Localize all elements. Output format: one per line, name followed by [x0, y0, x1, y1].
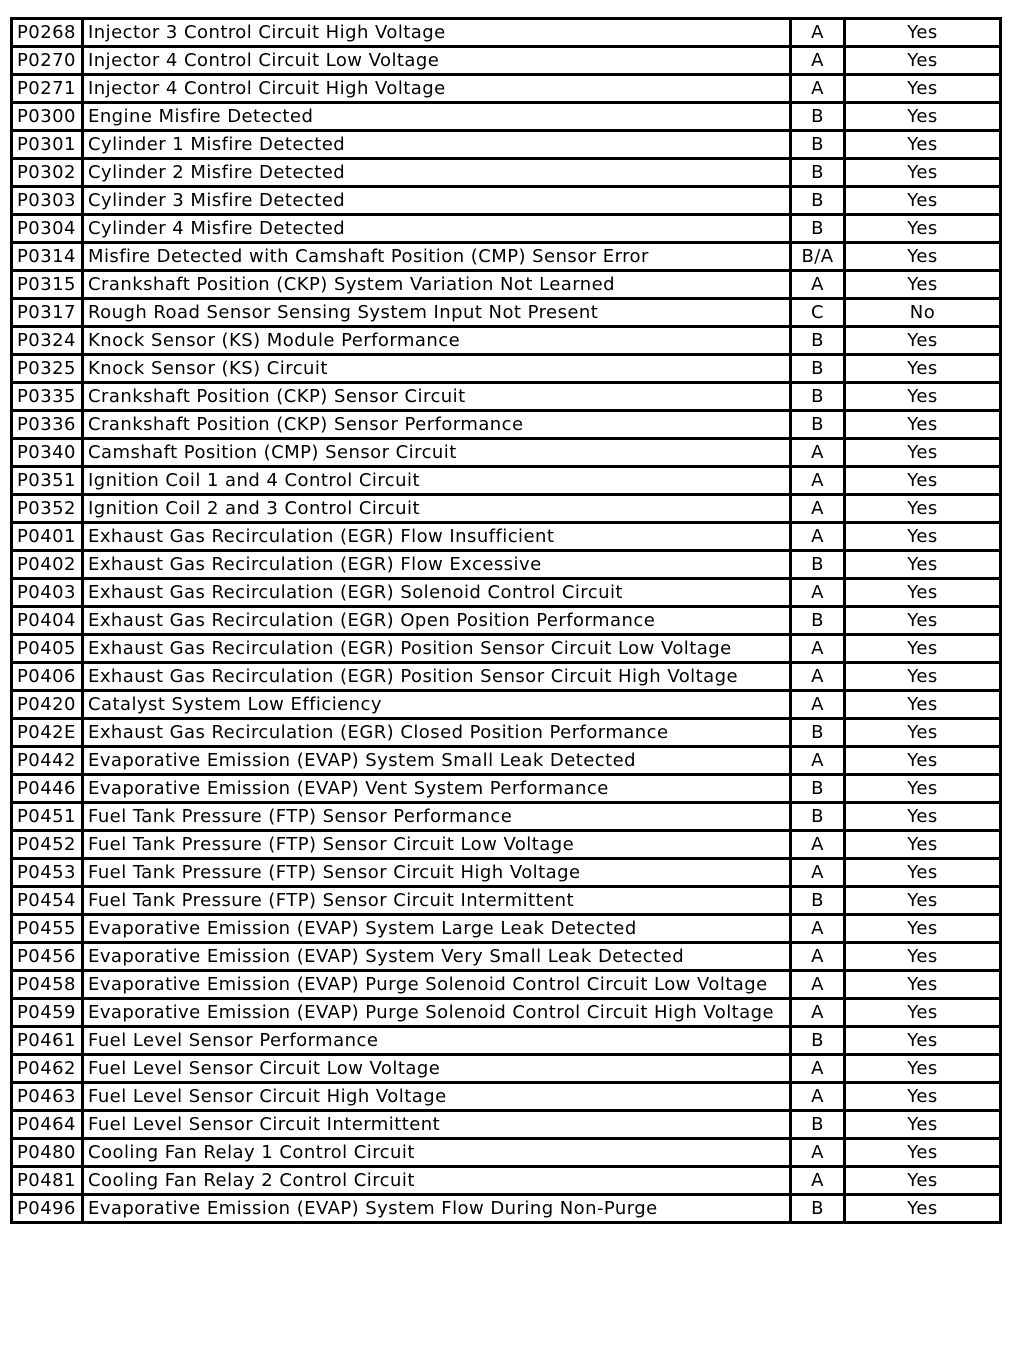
mil-illuminated-cell: Yes	[845, 747, 1001, 775]
mil-illuminated-cell: Yes	[845, 327, 1001, 355]
dtc-type-cell: A	[791, 943, 845, 971]
dtc-type-cell: A	[791, 915, 845, 943]
dtc-description-cell: Fuel Tank Pressure (FTP) Sensor Circuit High Voltage	[83, 859, 791, 887]
table-row	[12, 383, 1001, 411]
dtc-code-cell: P0458	[12, 971, 83, 999]
mil-illuminated-cell: Yes	[845, 355, 1001, 383]
mil-illuminated-cell: Yes	[845, 1083, 1001, 1111]
mil-illuminated-cell: Yes	[845, 691, 1001, 719]
table-row	[12, 103, 1001, 131]
mil-illuminated-cell: Yes	[845, 1139, 1001, 1167]
dtc-type-cell: A	[791, 47, 845, 75]
table-row	[12, 439, 1001, 467]
mil-illuminated-cell: Yes	[845, 131, 1001, 159]
dtc-description-cell: Exhaust Gas Recirculation (EGR) Position Sensor Circuit Low Voltage	[83, 635, 791, 663]
mil-illuminated-cell: Yes	[845, 915, 1001, 943]
table-row	[12, 1055, 1001, 1083]
mil-illuminated-cell: Yes	[845, 831, 1001, 859]
table-row	[12, 579, 1001, 607]
dtc-description-cell: Evaporative Emission (EVAP) Purge Solenoid Control Circuit High Voltage	[83, 999, 791, 1027]
dtc-type-cell: B	[791, 1027, 845, 1055]
dtc-code-cell: P0451	[12, 803, 83, 831]
dtc-description-cell: Evaporative Emission (EVAP) System Small Leak Detected	[83, 747, 791, 775]
dtc-type-cell: B	[791, 131, 845, 159]
dtc-description-cell: Cooling Fan Relay 2 Control Circuit	[83, 1167, 791, 1195]
dtc-type-cell: B	[791, 411, 845, 439]
dtc-type-cell: A	[791, 859, 845, 887]
dtc-code-cell: P0325	[12, 355, 83, 383]
dtc-code-cell: P0351	[12, 467, 83, 495]
table-row	[12, 607, 1001, 635]
dtc-type-cell: B	[791, 551, 845, 579]
dtc-description-cell: Cylinder 1 Misfire Detected	[83, 131, 791, 159]
dtc-code-cell: P0302	[12, 159, 83, 187]
dtc-type-cell: B	[791, 607, 845, 635]
dtc-type-cell: C	[791, 299, 845, 327]
dtc-type-cell: B	[791, 887, 845, 915]
dtc-table	[10, 17, 1002, 1224]
mil-illuminated-cell: Yes	[845, 887, 1001, 915]
table-row	[12, 1083, 1001, 1111]
dtc-type-cell: B	[791, 1111, 845, 1139]
dtc-code-cell: P0404	[12, 607, 83, 635]
dtc-code-cell: P0336	[12, 411, 83, 439]
mil-illuminated-cell: Yes	[845, 943, 1001, 971]
dtc-type-cell: B	[791, 215, 845, 243]
mil-illuminated-cell: Yes	[845, 243, 1001, 271]
dtc-type-cell: A	[791, 1083, 845, 1111]
table-row	[12, 75, 1001, 103]
dtc-code-cell: P0335	[12, 383, 83, 411]
table-row	[12, 523, 1001, 551]
dtc-type-cell: A	[791, 831, 845, 859]
dtc-code-cell: P042E	[12, 719, 83, 747]
table-row	[12, 187, 1001, 215]
dtc-code-cell: P0452	[12, 831, 83, 859]
dtc-description-cell: Ignition Coil 2 and 3 Control Circuit	[83, 495, 791, 523]
table-row	[12, 971, 1001, 999]
dtc-code-cell: P0496	[12, 1195, 83, 1223]
mil-illuminated-cell: Yes	[845, 1111, 1001, 1139]
table-row	[12, 131, 1001, 159]
dtc-description-cell: Rough Road Sensor Sensing System Input Not Present	[83, 299, 791, 327]
table-row	[12, 355, 1001, 383]
mil-illuminated-cell: Yes	[845, 159, 1001, 187]
table-row	[12, 1027, 1001, 1055]
dtc-code-cell: P0304	[12, 215, 83, 243]
mil-illuminated-cell: Yes	[845, 859, 1001, 887]
dtc-table-container	[10, 17, 999, 1224]
table-row	[12, 243, 1001, 271]
dtc-description-cell: Injector 3 Control Circuit High Voltage	[83, 19, 791, 47]
dtc-type-cell: A	[791, 691, 845, 719]
dtc-code-cell: P0464	[12, 1111, 83, 1139]
mil-illuminated-cell: Yes	[845, 467, 1001, 495]
dtc-type-cell: A	[791, 1055, 845, 1083]
dtc-code-cell: P0462	[12, 1055, 83, 1083]
dtc-code-cell: P0402	[12, 551, 83, 579]
dtc-type-cell: A	[791, 271, 845, 299]
dtc-code-cell: P0459	[12, 999, 83, 1027]
table-row	[12, 159, 1001, 187]
dtc-type-cell: A	[791, 747, 845, 775]
dtc-description-cell: Knock Sensor (KS) Circuit	[83, 355, 791, 383]
mil-illuminated-cell: Yes	[845, 495, 1001, 523]
table-row	[12, 635, 1001, 663]
table-row	[12, 467, 1001, 495]
dtc-type-cell: A	[791, 1139, 845, 1167]
dtc-type-cell: A	[791, 999, 845, 1027]
dtc-code-cell: P0454	[12, 887, 83, 915]
table-row	[12, 831, 1001, 859]
dtc-description-cell: Evaporative Emission (EVAP) System Very Small Leak Detected	[83, 943, 791, 971]
dtc-type-cell: A	[791, 1167, 845, 1195]
dtc-code-cell: P0340	[12, 439, 83, 467]
dtc-code-cell: P0480	[12, 1139, 83, 1167]
table-row	[12, 775, 1001, 803]
mil-illuminated-cell: No	[845, 299, 1001, 327]
dtc-type-cell: B	[791, 1195, 845, 1223]
dtc-code-cell: P0403	[12, 579, 83, 607]
mil-illuminated-cell: Yes	[845, 579, 1001, 607]
mil-illuminated-cell: Yes	[845, 19, 1001, 47]
dtc-code-cell: P0455	[12, 915, 83, 943]
dtc-description-cell: Misfire Detected with Camshaft Position (CMP) Sensor Error	[83, 243, 791, 271]
dtc-description-cell: Fuel Level Sensor Circuit Low Voltage	[83, 1055, 791, 1083]
table-row	[12, 1111, 1001, 1139]
dtc-description-cell: Fuel Level Sensor Circuit High Voltage	[83, 1083, 791, 1111]
dtc-code-cell: P0303	[12, 187, 83, 215]
mil-illuminated-cell: Yes	[845, 215, 1001, 243]
dtc-description-cell: Exhaust Gas Recirculation (EGR) Flow Excessive	[83, 551, 791, 579]
dtc-description-cell: Fuel Level Sensor Performance	[83, 1027, 791, 1055]
table-row	[12, 691, 1001, 719]
dtc-description-cell: Fuel Level Sensor Circuit Intermittent	[83, 1111, 791, 1139]
table-row	[12, 411, 1001, 439]
dtc-type-cell: B	[791, 187, 845, 215]
dtc-description-cell: Crankshaft Position (CKP) Sensor Performance	[83, 411, 791, 439]
table-row	[12, 1139, 1001, 1167]
mil-illuminated-cell: Yes	[845, 803, 1001, 831]
table-row	[12, 495, 1001, 523]
dtc-type-cell: B	[791, 327, 845, 355]
dtc-type-cell: A	[791, 467, 845, 495]
mil-illuminated-cell: Yes	[845, 775, 1001, 803]
table-row	[12, 47, 1001, 75]
mil-illuminated-cell: Yes	[845, 635, 1001, 663]
dtc-code-cell: P0268	[12, 19, 83, 47]
table-row	[12, 719, 1001, 747]
dtc-description-cell: Camshaft Position (CMP) Sensor Circuit	[83, 439, 791, 467]
table-row	[12, 271, 1001, 299]
mil-illuminated-cell: Yes	[845, 607, 1001, 635]
dtc-type-cell: A	[791, 19, 845, 47]
table-row	[12, 943, 1001, 971]
mil-illuminated-cell: Yes	[845, 271, 1001, 299]
dtc-type-cell: B	[791, 103, 845, 131]
mil-illuminated-cell: Yes	[845, 551, 1001, 579]
mil-illuminated-cell: Yes	[845, 971, 1001, 999]
dtc-description-cell: Exhaust Gas Recirculation (EGR) Solenoid Control Circuit	[83, 579, 791, 607]
dtc-description-cell: Evaporative Emission (EVAP) Purge Solenoid Control Circuit Low Voltage	[83, 971, 791, 999]
dtc-description-cell: Engine Misfire Detected	[83, 103, 791, 131]
table-row	[12, 887, 1001, 915]
dtc-description-cell: Crankshaft Position (CKP) Sensor Circuit	[83, 383, 791, 411]
dtc-code-cell: P0314	[12, 243, 83, 271]
table-row	[12, 999, 1001, 1027]
mil-illuminated-cell: Yes	[845, 411, 1001, 439]
dtc-code-cell: P0453	[12, 859, 83, 887]
dtc-description-cell: Exhaust Gas Recirculation (EGR) Flow Insufficient	[83, 523, 791, 551]
mil-illuminated-cell: Yes	[845, 47, 1001, 75]
mil-illuminated-cell: Yes	[845, 187, 1001, 215]
dtc-type-cell: A	[791, 495, 845, 523]
dtc-description-cell: Ignition Coil 1 and 4 Control Circuit	[83, 467, 791, 495]
dtc-code-cell: P0481	[12, 1167, 83, 1195]
table-row	[12, 747, 1001, 775]
dtc-description-cell: Evaporative Emission (EVAP) Vent System Performance	[83, 775, 791, 803]
mil-illuminated-cell: Yes	[845, 1195, 1001, 1223]
dtc-description-cell: Cylinder 2 Misfire Detected	[83, 159, 791, 187]
dtc-description-cell: Cooling Fan Relay 1 Control Circuit	[83, 1139, 791, 1167]
dtc-code-cell: P0301	[12, 131, 83, 159]
mil-illuminated-cell: Yes	[845, 999, 1001, 1027]
dtc-code-cell: P0442	[12, 747, 83, 775]
dtc-code-cell: P0270	[12, 47, 83, 75]
dtc-type-cell: A	[791, 663, 845, 691]
dtc-description-cell: Exhaust Gas Recirculation (EGR) Open Position Performance	[83, 607, 791, 635]
table-row	[12, 215, 1001, 243]
dtc-description-cell: Exhaust Gas Recirculation (EGR) Closed Position Performance	[83, 719, 791, 747]
dtc-description-cell: Fuel Tank Pressure (FTP) Sensor Circuit Low Voltage	[83, 831, 791, 859]
dtc-type-cell: A	[791, 579, 845, 607]
table-row	[12, 19, 1001, 47]
dtc-code-cell: P0463	[12, 1083, 83, 1111]
dtc-type-cell: B	[791, 355, 845, 383]
dtc-type-cell: B	[791, 775, 845, 803]
mil-illuminated-cell: Yes	[845, 103, 1001, 131]
dtc-code-cell: P0405	[12, 635, 83, 663]
mil-illuminated-cell: Yes	[845, 75, 1001, 103]
dtc-code-cell: P0300	[12, 103, 83, 131]
table-row	[12, 1167, 1001, 1195]
dtc-code-cell: P0420	[12, 691, 83, 719]
dtc-description-cell: Evaporative Emission (EVAP) System Large Leak Detected	[83, 915, 791, 943]
dtc-type-cell: B	[791, 159, 845, 187]
dtc-description-cell: Cylinder 4 Misfire Detected	[83, 215, 791, 243]
mil-illuminated-cell: Yes	[845, 1055, 1001, 1083]
dtc-type-cell: A	[791, 523, 845, 551]
table-row	[12, 299, 1001, 327]
dtc-description-cell: Catalyst System Low Efficiency	[83, 691, 791, 719]
dtc-code-cell: P0352	[12, 495, 83, 523]
dtc-code-cell: P0446	[12, 775, 83, 803]
dtc-description-cell: Injector 4 Control Circuit Low Voltage	[83, 47, 791, 75]
table-row	[12, 859, 1001, 887]
mil-illuminated-cell: Yes	[845, 1027, 1001, 1055]
mil-illuminated-cell: Yes	[845, 523, 1001, 551]
dtc-type-cell: B	[791, 803, 845, 831]
table-row	[12, 915, 1001, 943]
dtc-type-cell: A	[791, 635, 845, 663]
dtc-type-cell: B/A	[791, 243, 845, 271]
dtc-code-cell: P0461	[12, 1027, 83, 1055]
table-row	[12, 803, 1001, 831]
dtc-code-cell: P0315	[12, 271, 83, 299]
dtc-description-cell: Cylinder 3 Misfire Detected	[83, 187, 791, 215]
dtc-code-cell: P0456	[12, 943, 83, 971]
table-row	[12, 663, 1001, 691]
dtc-description-cell: Evaporative Emission (EVAP) System Flow During Non-Purge	[83, 1195, 791, 1223]
dtc-code-cell: P0271	[12, 75, 83, 103]
dtc-code-cell: P0317	[12, 299, 83, 327]
dtc-type-cell: A	[791, 971, 845, 999]
dtc-table-body	[12, 19, 1001, 1223]
dtc-description-cell: Fuel Tank Pressure (FTP) Sensor Performance	[83, 803, 791, 831]
mil-illuminated-cell: Yes	[845, 1167, 1001, 1195]
dtc-description-cell: Injector 4 Control Circuit High Voltage	[83, 75, 791, 103]
table-row	[12, 1195, 1001, 1223]
dtc-description-cell: Knock Sensor (KS) Module Performance	[83, 327, 791, 355]
mil-illuminated-cell: Yes	[845, 383, 1001, 411]
mil-illuminated-cell: Yes	[845, 663, 1001, 691]
dtc-description-cell: Crankshaft Position (CKP) System Variation Not Learned	[83, 271, 791, 299]
dtc-code-cell: P0406	[12, 663, 83, 691]
dtc-type-cell: A	[791, 75, 845, 103]
mil-illuminated-cell: Yes	[845, 439, 1001, 467]
table-row	[12, 327, 1001, 355]
dtc-type-cell: B	[791, 719, 845, 747]
dtc-description-cell: Fuel Tank Pressure (FTP) Sensor Circuit Intermittent	[83, 887, 791, 915]
mil-illuminated-cell: Yes	[845, 719, 1001, 747]
table-row	[12, 551, 1001, 579]
dtc-code-cell: P0401	[12, 523, 83, 551]
dtc-code-cell: P0324	[12, 327, 83, 355]
dtc-type-cell: A	[791, 439, 845, 467]
dtc-description-cell: Exhaust Gas Recirculation (EGR) Position Sensor Circuit High Voltage	[83, 663, 791, 691]
dtc-type-cell: B	[791, 383, 845, 411]
